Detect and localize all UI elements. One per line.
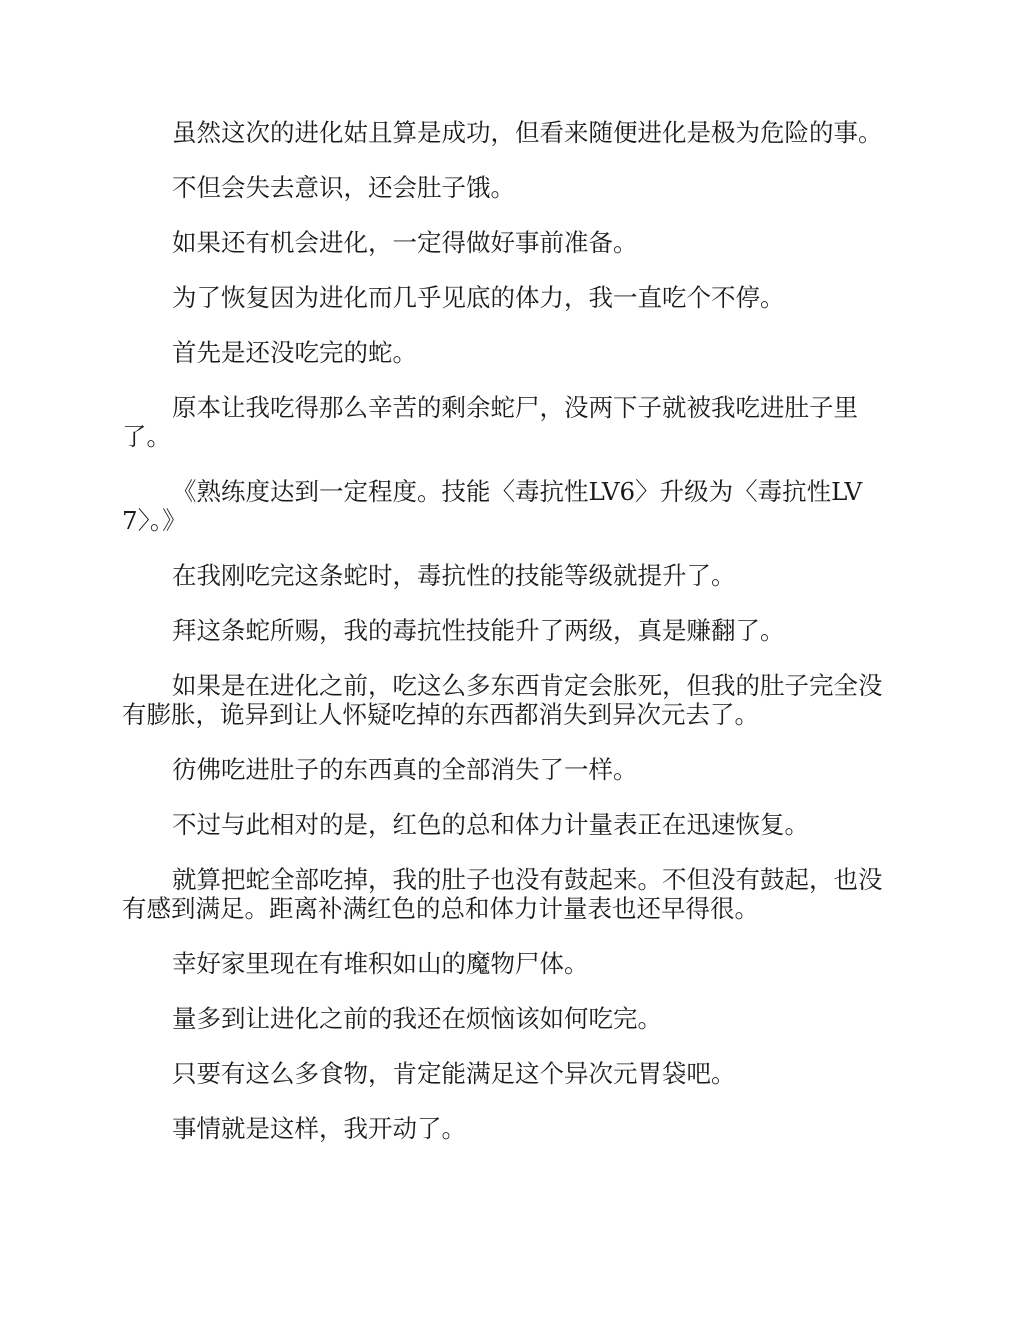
paragraph: 不过与此相对的是，红色的总和体力计量表正在迅速恢复。 <box>172 810 809 839</box>
paragraph: 原本让我吃得那么辛苦的剩余蛇尸，没两下子就被我吃进肚子里了。 <box>122 393 858 451</box>
paragraph: 幸好家里现在有堆积如山的魔物尸体。 <box>172 949 589 978</box>
paragraph: 如果是在进化之前，吃这么多东西肯定会胀死，但我的肚子完全没有膨胀，诡异到让人怀疑吃掉的东西都消失到异次元去了。 <box>122 671 883 729</box>
paragraph: 为了恢复因为进化而几乎见底的体力，我一直吃个不停。 <box>172 283 785 312</box>
paragraph: 彷佛吃进肚子的东西真的全部消失了一样。 <box>172 755 638 784</box>
paragraph: 虽然这次的进化姑且算是成功，但看来随便进化是极为危险的事。 <box>172 118 883 147</box>
paragraph: 在我刚吃完这条蛇时，毒抗性的技能等级就提升了。 <box>172 561 736 590</box>
paragraph: 事情就是这样，我开动了。 <box>172 1114 466 1143</box>
paragraph: 拜这条蛇所赐，我的毒抗性技能升了两级，真是赚翻了。 <box>172 616 785 645</box>
paragraph: 不但会失去意识，还会肚子饿。 <box>172 173 515 202</box>
paragraph: 只要有这么多食物，肯定能满足这个异次元胃袋吧。 <box>172 1059 736 1088</box>
document-body <box>122 118 898 1169</box>
paragraph: 《熟练度达到一定程度。技能〈毒抗性LV6〉升级为〈毒抗性LV7〉。》 <box>122 477 863 535</box>
paragraph: 量多到让进化之前的我还在烦恼该如何吃完。 <box>172 1004 662 1033</box>
paragraph: 就算把蛇全部吃掉，我的肚子也没有鼓起来。不但没有鼓起，也没有感到满足。距离补满红色的总和体力计量表也还早得很。 <box>122 865 883 923</box>
paragraph: 首先是还没吃完的蛇。 <box>172 338 417 367</box>
paragraph: 如果还有机会进化，一定得做好事前准备。 <box>172 228 638 257</box>
